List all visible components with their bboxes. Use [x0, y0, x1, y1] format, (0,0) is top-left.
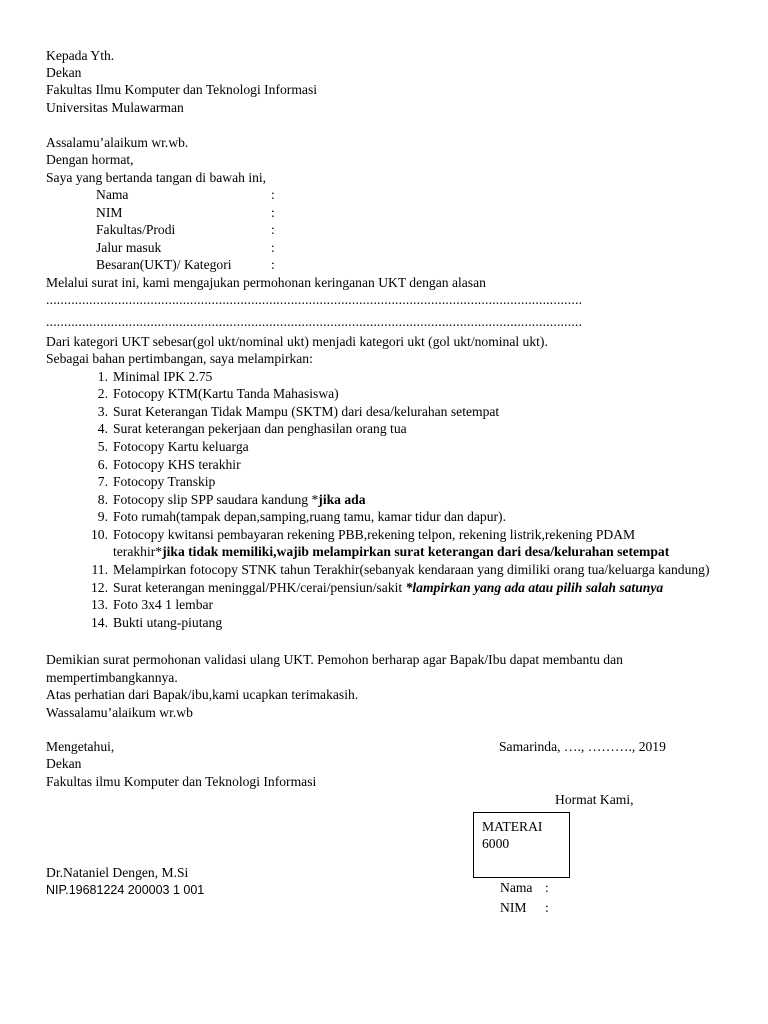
applicant-nim-label: NIM [500, 900, 527, 915]
field-colon: : [271, 240, 275, 255]
field-label: Nama [96, 187, 129, 202]
stamp-value: 6000 [482, 836, 510, 851]
applicant-name-label: Nama [500, 880, 533, 895]
respect-greeting: Dengan hormat, [46, 152, 134, 167]
list-number: 6. [97, 457, 108, 472]
dean-faculty: Fakultas ilmu Komputer dan Teknologi Informasi [46, 774, 317, 789]
list-item: Minimal IPK 2.75 [113, 369, 213, 384]
greeting: Assalamu’alaikum wr.wb. [46, 135, 189, 150]
thanks-text: Atas perhatian dari Bapak/ibu,kami ucapkan terimakasih. [46, 687, 359, 702]
list-item: Surat Keterangan Tidak Mampu (SKTM) dari desa/kelurahan setempat [113, 404, 500, 419]
request-text: Melalui surat ini, kami mengajukan permohonan keringanan UKT dengan alasan [46, 275, 486, 290]
list-number: 3. [97, 404, 108, 419]
field-label: Jalur masuk [96, 240, 162, 255]
list-item: Melampirkan fotocopy STNK tahun Terakhir(sebanyak kendaraan yang dimiliki orang tua/keluarga kandung) [113, 562, 710, 577]
field-colon: : [271, 187, 275, 202]
field-label: Besaran(UKT)/ Kategori [96, 257, 232, 272]
list-number: 13. [91, 597, 108, 612]
applicant-nim-colon: : [545, 900, 549, 915]
list-item-text: terakhir* [113, 544, 163, 559]
regards-text: Hormat Kami, [555, 792, 634, 807]
list-number: 4. [97, 421, 108, 436]
list-number: 5. [97, 439, 108, 454]
category-change-text: Dari kategori UKT sebesar(gol ukt/nominal ukt) menjadi kategori ukt (gol ukt/nominal ukt). [46, 334, 548, 349]
list-item-emphasis: jika tidak memiliki,wajib melampirkan surat keterangan dari desa/kelurahan setempat [162, 544, 670, 559]
list-item: Foto rumah(tampak depan,samping,ruang tamu, kamar tidur dan dapur). [113, 509, 506, 524]
list-item: Fotocopy Transkip [113, 474, 216, 489]
closing-line: mempertimbangkannya. [46, 670, 178, 685]
list-number: 1. [97, 369, 108, 384]
addressee-salutation: Kepada Yth. [46, 48, 115, 63]
list-item: Bukti utang-piutang [113, 615, 223, 630]
reason-dots-line: ..................................................................................................................................................... [46, 314, 583, 329]
dean-position: Dekan [46, 756, 82, 771]
field-colon: : [271, 222, 275, 237]
dean-nip: NIP.19681224 200003 1 001 [46, 883, 205, 897]
list-number: 8. [97, 492, 108, 507]
list-number: 11. [91, 562, 108, 577]
list-item: Foto 3x4 1 lembar [113, 597, 214, 612]
list-item-text: Fotocopy slip SPP saudara kandung * [113, 492, 319, 507]
addressee-faculty: Fakultas Ilmu Komputer dan Teknologi Informasi [46, 82, 318, 97]
field-label: Fakultas/Prodi [96, 222, 176, 237]
list-item: Surat keterangan pekerjaan dan penghasilan orang tua [113, 421, 407, 436]
attachments-intro: Sebagai bahan pertimbangan, saya melampirkan: [46, 351, 313, 366]
farewell-text: Wassalamu’alaikum wr.wb [46, 705, 193, 720]
list-number: 7. [97, 474, 108, 489]
applicant-name-colon: : [545, 880, 549, 895]
list-item-emphasis: *lampirkan yang ada atau pilih salah satunya [405, 580, 664, 595]
list-item-continuation [113, 543, 669, 560]
intro-text: Saya yang bertanda tangan di bawah ini, [46, 170, 267, 185]
list-number: 12. [91, 580, 108, 595]
dean-name: Dr.Nataniel Dengen, M.Si [46, 865, 189, 880]
list-item: Fotocopy Kartu keluarga [113, 439, 249, 454]
field-colon: : [271, 205, 275, 220]
addressee-university: Universitas Mulawarman [46, 100, 184, 115]
list-item-text: Surat keterangan meninggal/PHK/cerai/pensiun/sakit [113, 580, 406, 595]
list-item: Fotocopy kwitansi pembayaran rekening PBB,rekening telpon, rekening listrik,rekening PDAM [113, 527, 636, 542]
place-date: Samarinda, …., ………., 2019 [499, 739, 666, 754]
list-number: 14. [91, 615, 108, 630]
list-number: 10. [91, 527, 108, 542]
list-item: Fotocopy KTM(Kartu Tanda Mahasiswa) [113, 386, 339, 401]
list-item-emphasis: jika ada [318, 492, 366, 507]
acknowledge-label: Mengetahui, [46, 739, 115, 754]
list-item [113, 491, 366, 508]
field-label: NIM [96, 205, 123, 220]
stamp-label: MATERAI [482, 819, 543, 834]
list-number: 9. [97, 509, 108, 524]
field-colon: : [271, 257, 275, 272]
reason-dots-line: ..................................................................................................................................................... [46, 292, 583, 307]
list-number: 2. [97, 386, 108, 401]
closing-line: Demikian surat permohonan validasi ulang UKT. Pemohon berharap agar Bapak/Ibu dapat membantu dan [46, 652, 623, 667]
list-item: Fotocopy KHS terakhir [113, 457, 241, 472]
list-item [113, 579, 663, 596]
addressee-position: Dekan [46, 65, 82, 80]
